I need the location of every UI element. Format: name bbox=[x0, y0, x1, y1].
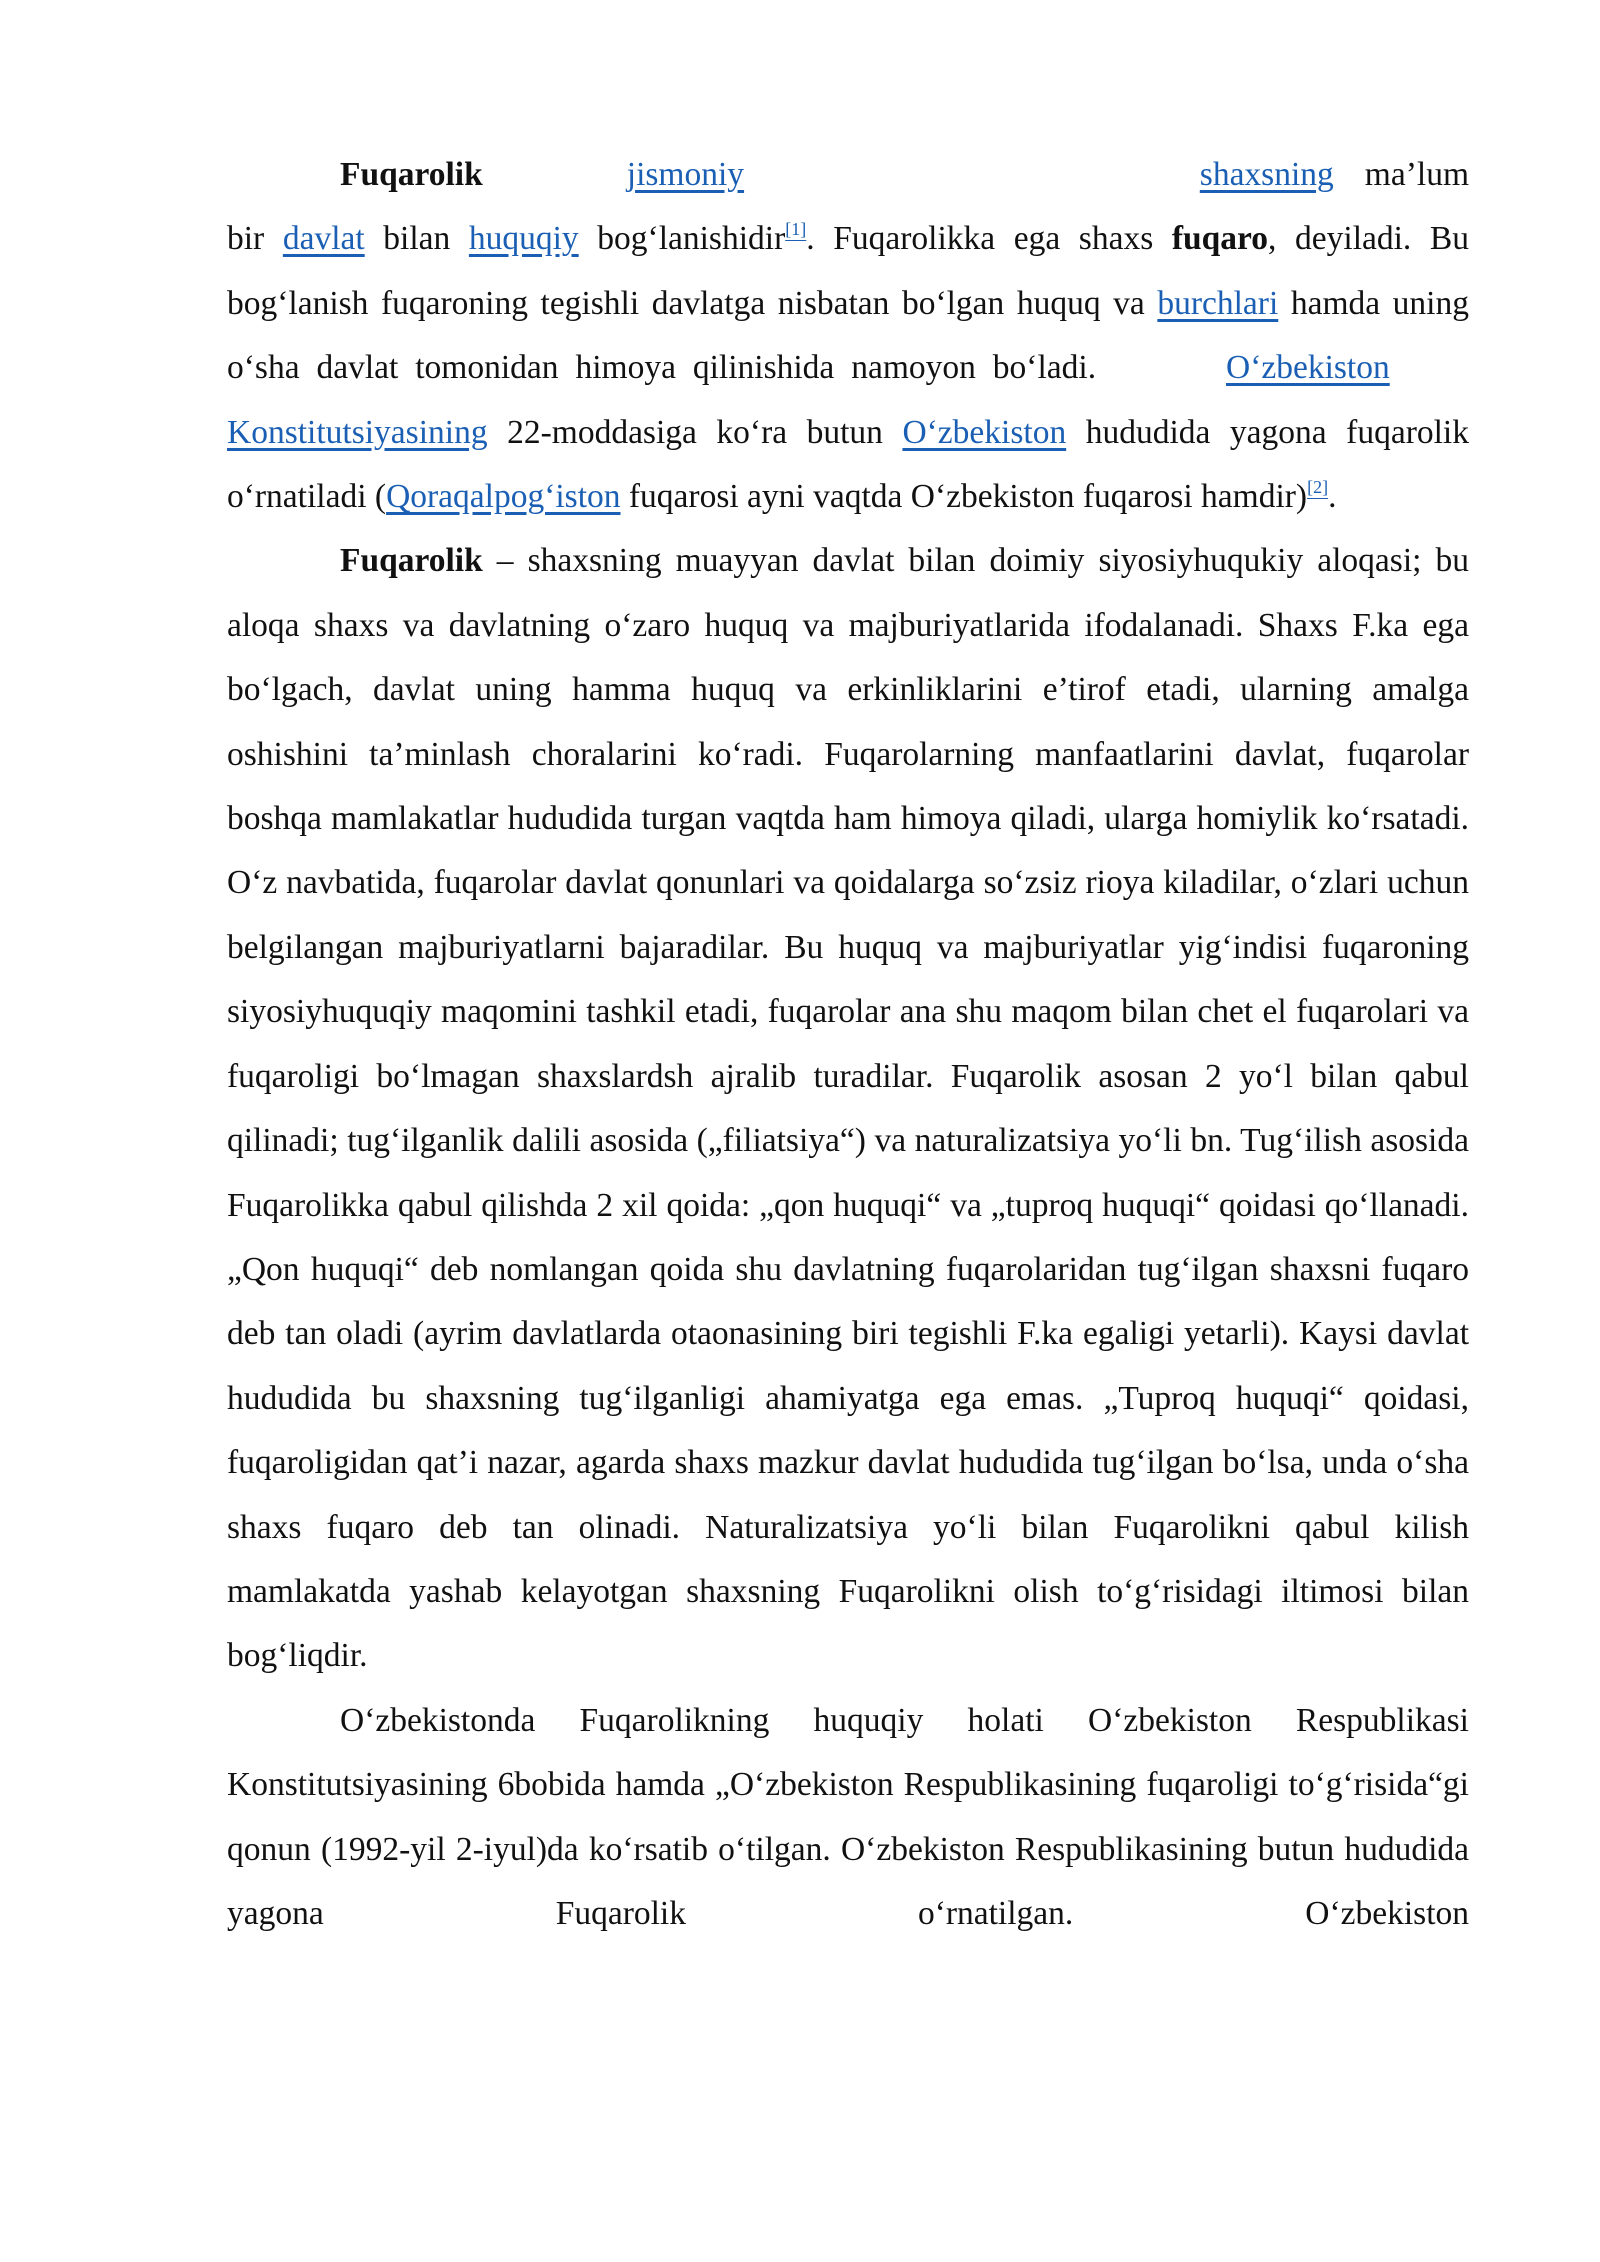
paragraph-1 bbox=[227, 143, 1469, 529]
document-body bbox=[227, 143, 1469, 1946]
text-run: bilan bbox=[364, 220, 469, 258]
link-shaxsning[interactable]: shaxsning bbox=[1199, 156, 1334, 193]
link-huquqiy[interactable]: huquqiy bbox=[468, 220, 579, 258]
text-run: . Fuqarolikka ega shaxs bbox=[806, 220, 1172, 258]
term-fuqarolik-2: Fuqarolik bbox=[340, 542, 483, 580]
link-konstitutsiyasining[interactable]: Konstitutsiyasining bbox=[227, 413, 488, 451]
term-fuqarolik: Fuqarolik bbox=[340, 156, 483, 193]
link-ozbekiston-2[interactable]: O‘zbekiston bbox=[902, 413, 1067, 451]
text-run: , deyiladi. Bu bog‘lanish fuqaroning tegishli davlatga nisbatan bo‘lgan huquq va bbox=[227, 220, 1470, 322]
footnote-ref-2[interactable]: [2] bbox=[1307, 477, 1329, 498]
paragraph-2 bbox=[227, 529, 1469, 1688]
link-burchlari[interactable]: burchlari bbox=[1157, 284, 1279, 322]
footnote-ref-1[interactable]: [1] bbox=[785, 219, 807, 240]
text-run: 22-moddasiga ko‘ra butun bbox=[487, 413, 903, 451]
link-qoraqalpogiston[interactable]: Qoraqalpog‘iston bbox=[386, 478, 621, 516]
paragraph-3 bbox=[227, 1689, 1469, 1947]
text-run: ma’lum bir bbox=[227, 156, 1470, 258]
term-fuqaro: fuqaro bbox=[1171, 220, 1269, 258]
link-davlat[interactable]: davlat bbox=[282, 220, 365, 258]
paragraph-2-text: – shaxsning muayyan davlat bilan doimiy siyosiyhuqukiy aloqasi; bu aloqa shaxs va davlatning o‘zaro huquq va majburiyatlarida ifodalanadi. Shaxs F.ka ega bo‘lgach, davlat uning hamma huquq va erkinliklarini e’tirof etadi, ularning amalga oshishini ta’minlash choralarini ko‘radi. Fuqarolarning manfaatlarini davlat, fuqarolar boshqa mamlakatlar hududida turgan vaqtda ham himoya qiladi, ularga homiylik ko‘rsatadi. O‘z navbatida, fuqarolar davlat qonunlari va qoidalarga so‘zsiz rioya kiladilar, o‘zlari uchun belgilangan majburiyatlarni bajaradilar. Bu huquq va majburiyatlar yig‘indisi fuqaroning siyosiyhuquqiy maqomini tashkil etadi, fuqarolar ana shu maqom bilan chet el fuqarolari va fuqaroligi bo‘lmagan shaxslardsh ajralib turadilar. Fuqarolik asosan 2 yo‘l bilan qabul qilinadi; tug‘ilganlik dalili asosida („filiatsiya“) va naturalizatsiya yo‘li bn. Tug‘ilish asosida Fuqarolikka qabul qilishda 2 xil qoida: „qon huquqi“ va „tuproq huquqi“ qoidasi qo‘llanadi. „Qon huquqi“ deb nomlangan qoida shu davlatning fuqarolaridan tug‘ilgan shaxsni fuqaro deb tan oladi (ayrim davlatlarda otaonasining biri tegishli F.ka egaligi yetarli). Kaysi davlat hududida bu shaxsning tug‘ilganligi ahamiyatga ega emas. „Tuproq huquqi“ qoidasi, fuqaroligidan qat’i nazar, agarda shaxs mazkur davlat hududida tug‘ilgan bo‘lsa, unda o‘sha shaxs fuqaro deb tan olinadi. Naturalizatsiya yo‘li bilan Fuqarolikni qabul kilish mamlakatda yashab kelayotgan shaxsning Fuqarolikni olish to‘g‘risidagi iltimosi bilan bog‘liqdir. bbox=[227, 542, 1469, 1675]
text-run: bog‘lanishidir bbox=[578, 220, 786, 258]
text-run: hamda uning o‘sha davlat tomonidan himoya qilinishida namoyon bo‘ladi. bbox=[227, 284, 1469, 387]
text-run: fuqarosi ayni vaqtda O‘zbekiston fuqarosi hamdir) bbox=[620, 478, 1308, 516]
text-run: . bbox=[1328, 478, 1337, 516]
link-jismoniy[interactable]: jismoniy bbox=[626, 156, 745, 193]
text-run: hududida yagona fuqarolik o‘rnatiladi ( bbox=[227, 413, 1469, 516]
link-ozbekiston[interactable]: O‘zbekiston bbox=[1226, 349, 1390, 387]
paragraph-3-text: O‘zbekistonda Fuqarolikning huquqiy holati O‘zbekiston Respublikasi Konstitutsiyasining 6bobida hamda „O‘zbekiston Respublikasining fuqaroligi to‘g‘risida“gi qonun (1992-yil 2-iyul)da ko‘rsatib o‘tilgan. O‘zbekiston Respublikasining butun hududida yagona Fuqarolik o‘rnatilgan. O‘zbekiston bbox=[227, 1701, 1469, 1932]
